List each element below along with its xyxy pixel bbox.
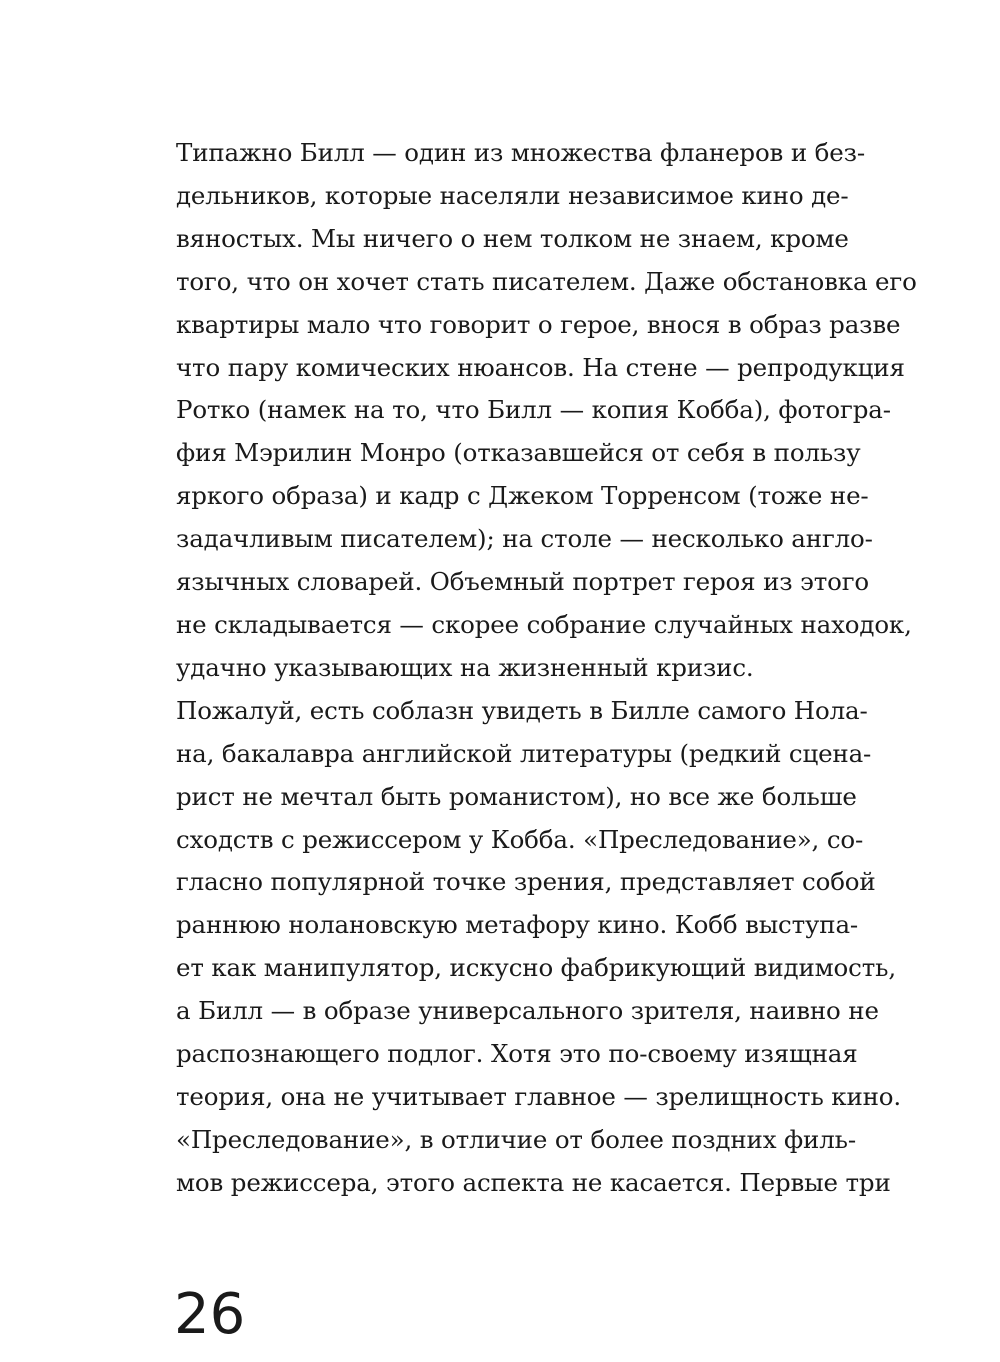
text-line: не складывается — скорее собрание случайных находок, <box>176 609 912 639</box>
page-number: 26 <box>174 1282 246 1347</box>
text-line: язычных словарей. Объемный портрет героя из этого <box>176 567 869 597</box>
text-line: ет как манипулятор, искусно фабрикующий видимость, <box>176 953 896 983</box>
text-line: рист не мечтал быть романистом), но все же больше <box>176 781 857 811</box>
text-line: яркого образа) и кадр с Джеком Торренсом (тоже не- <box>176 481 869 511</box>
text-line: что пару комических нюансов. На стене — репродукция <box>176 352 905 382</box>
text-line: удачно указывающих на жизненный кризис. <box>176 652 754 682</box>
text-line: гласно популярной точке зрения, представляет собой <box>176 867 876 897</box>
text-line: задачливым писателем); на столе — несколько англо- <box>176 524 873 554</box>
text-line: сходств с режиссером у Кобба. «Преследование», со- <box>176 824 864 854</box>
text-line: Пожалуй, есть соблазн увидеть в Билле самого Нола- <box>176 695 868 725</box>
text-line: «Преследование», в отличие от более поздних филь- <box>176 1124 856 1154</box>
text-line: Ротко (намек на то, что Билл — копия Кобба), фотогра- <box>176 395 891 425</box>
text-line: фия Мэрилин Монро (отказавшейся от себя в пользу <box>176 438 861 468</box>
text-line: на, бакалавра английской литературы (редкий сцена- <box>176 738 872 768</box>
body-text <box>176 132 956 1205</box>
text-line: а Билл — в образе универсального зрителя, наивно не <box>176 996 879 1026</box>
text-line: распознающего подлог. Хотя это по-своему изящная <box>176 1039 858 1069</box>
text-line: раннюю нолановскую метафору кино. Кобб выступа- <box>176 910 859 940</box>
text-line: Типажно Билл — один из множества фланеров и без- <box>176 138 865 167</box>
text-line: дельников, которые населяли независимое кино де- <box>176 180 849 210</box>
text-line: квартиры мало что говорит о герое, внося в образ разве <box>176 309 901 339</box>
text-line: теория, она не учитывает главное — зрелищность кино. <box>176 1081 902 1111</box>
text-line: того, что он хочет стать писателем. Даже обстановка его <box>176 266 917 296</box>
text-line: вяностых. Мы ничего о нем толком не знаем, кроме <box>176 223 849 253</box>
text-line: мов режиссера, этого аспекта не касается. Первые три <box>176 1167 891 1197</box>
